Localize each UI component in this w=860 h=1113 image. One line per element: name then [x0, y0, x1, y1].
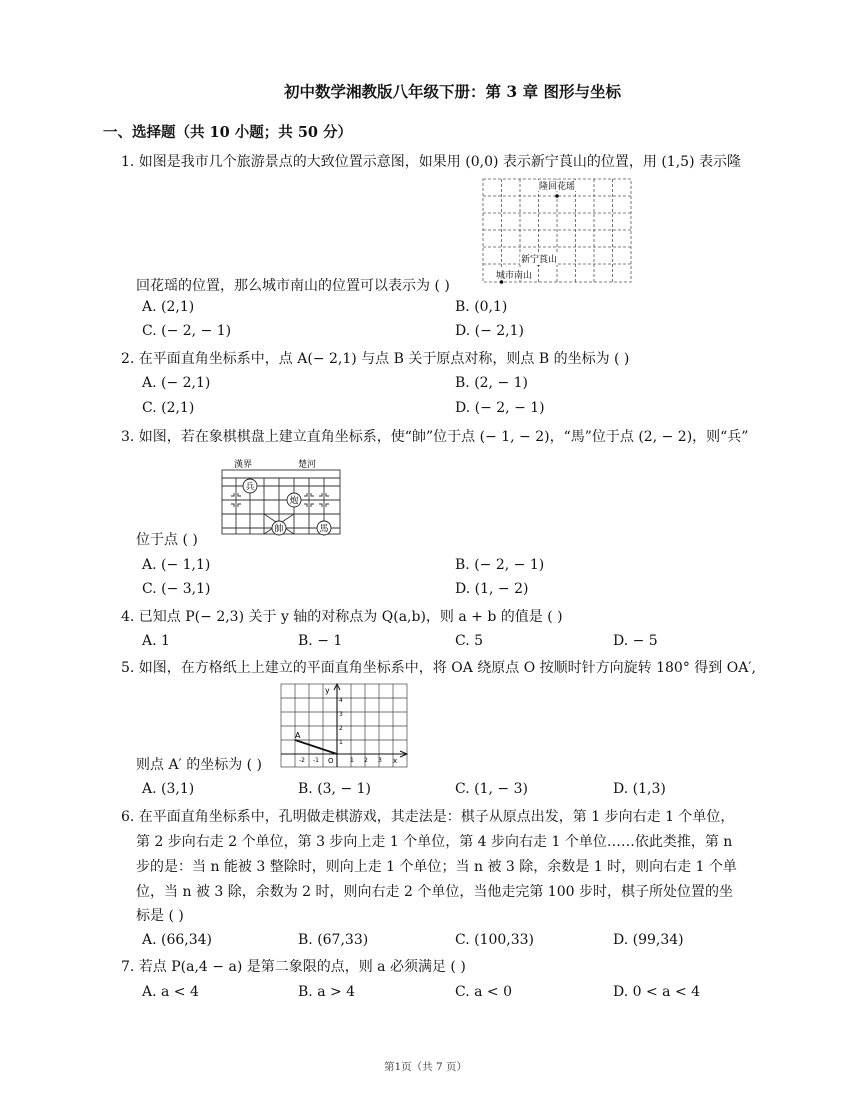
option-b[interactable]: B. (− 2, − 1): [455, 557, 545, 573]
option-a[interactable]: A. a < 4: [142, 984, 199, 1000]
label-hanjie: 漢界: [234, 460, 253, 470]
option-c[interactable]: C. (− 2, − 1): [142, 323, 232, 339]
question-text-cont: 位于点 ( ): [136, 532, 198, 548]
option-b[interactable]: B. − 1: [298, 633, 343, 649]
label-chuhe: 楚河: [298, 460, 317, 470]
x-tick: -2: [299, 757, 305, 764]
question-text: 4. 已知点 P(− 2,3) 关于 y 轴的对称点为 Q(a,b)，则 a + b 的值是 ( ): [121, 609, 563, 625]
question-text: 第 2 步向右走 2 个单位，第 3 步向上走 1 个单位，第 4 步向右走 1 个单位……依此类推，第 n: [136, 834, 733, 850]
question-text: 标是 ( ): [136, 908, 184, 924]
y-tick: 4: [339, 697, 343, 704]
piece-pao: 炮: [289, 496, 299, 507]
option-c[interactable]: C. 5: [455, 633, 484, 649]
option-d[interactable]: D. 0 < a < 4: [613, 984, 701, 1000]
x-tick: 1: [350, 757, 354, 764]
question-text: 6. 在平面直角坐标系中，孔明做走棋游戏，其走法是：棋子从原点出发，第 1 步向右走 1 个单位，: [121, 809, 735, 825]
question-text-cont: 回花瑶的位置，那么城市南山的位置可以表示为 ( ): [136, 278, 450, 294]
page-title: 初中数学湘教版八年级下册：第 3 章 图形与坐标: [284, 82, 621, 101]
option-a[interactable]: A. (2,1): [142, 299, 195, 315]
page-footer: 第1页（共 7 页）: [384, 1061, 468, 1073]
option-b[interactable]: B. (0,1): [455, 299, 508, 315]
option-c[interactable]: C. (100,33): [455, 932, 535, 948]
y-tick: 3: [339, 711, 343, 718]
q5-grid-figure: [280, 683, 410, 769]
option-c[interactable]: C. (− 3,1): [142, 581, 211, 597]
question-text: 位，当 n 被 3 除，余数为 2 时，则向右走 2 个单位，当他走完第 100 步时，棋子所处位置的坐: [136, 884, 733, 900]
option-b[interactable]: B. a > 4: [298, 984, 356, 1000]
piece-shuai: 帥: [274, 524, 284, 535]
point-a-label: A: [295, 731, 301, 740]
option-a[interactable]: A. (66,34): [142, 932, 213, 948]
option-b[interactable]: B. (2, − 1): [455, 375, 529, 391]
label-xinning: 新宁莨山: [521, 255, 558, 265]
y-tick: 2: [339, 725, 343, 732]
piece-bing: 兵: [245, 482, 255, 493]
q3-chessboard-figure: [218, 456, 344, 540]
option-b[interactable]: B. (3, − 1): [298, 781, 372, 797]
option-d[interactable]: D. (1, − 2): [455, 581, 529, 597]
option-a[interactable]: A. (− 1,1): [142, 557, 211, 573]
x-tick: 2: [364, 757, 368, 764]
q1-map-figure: [482, 178, 632, 284]
label-longhui: 隆回花瑶: [539, 182, 576, 192]
option-a[interactable]: A. (− 2,1): [142, 375, 211, 391]
option-a[interactable]: A. (3,1): [142, 781, 195, 797]
question-text-cont: 则点 A′ 的坐标为 ( ): [136, 757, 263, 773]
x-tick: 3: [378, 757, 382, 764]
y-tick: 1: [339, 739, 343, 746]
question-text: 步的是：当 n 能被 3 整除时，则向上走 1 个单位；当 n 被 3 除，余数是 1 时，则向右走 1 个单: [136, 859, 737, 875]
option-c[interactable]: C. a < 0: [455, 984, 512, 1000]
option-a[interactable]: A. 1: [142, 633, 170, 649]
option-d[interactable]: D. (99,34): [613, 932, 684, 948]
x-tick: -1: [313, 757, 319, 764]
question-text: 5. 如图，在方格纸上上建立的平面直角坐标系中，将 OA 绕原点 O 按顺时针方向旋转 180° 得到 OA′,: [121, 660, 756, 676]
x-axis-label: x: [393, 757, 398, 765]
section-heading: 一、选择题（共 10 小题；共 50 分）: [103, 124, 353, 141]
question-text: 3. 如图，若在象棋棋盘上建立直角坐标系，使“帥”位于点 (− 1, − 2)，“馬”位于点 (2, − 2)，则“兵”: [121, 429, 749, 445]
question-text: 2. 在平面直角坐标系中，点 A(− 2,1) 与点 B 关于原点对称，则点 B 的坐标为 ( ): [121, 351, 630, 367]
piece-ma: 馬: [319, 524, 329, 535]
option-b[interactable]: B. (67,33): [298, 932, 369, 948]
question-text: 7. 若点 P(a,4 − a) 是第二象限的点，则 a 必须满足 ( ): [121, 959, 466, 975]
question-text: 1. 如图是我市几个旅游景点的大致位置示意图，如果用 (0,0) 表示新宁莨山的位置，用 (1,5) 表示隆: [121, 154, 741, 170]
y-axis-label: y: [325, 686, 330, 695]
option-d[interactable]: D. (− 2,1): [455, 323, 524, 339]
option-d[interactable]: D. (1,3): [613, 781, 666, 797]
option-d[interactable]: D. (− 2, − 1): [455, 400, 545, 416]
option-d[interactable]: D. − 5: [613, 633, 658, 649]
option-c[interactable]: C. (1, − 3): [455, 781, 528, 797]
label-nanshan: 城市南山: [496, 271, 533, 281]
origin-label: O: [328, 757, 334, 765]
option-c[interactable]: C. (2,1): [142, 400, 195, 416]
